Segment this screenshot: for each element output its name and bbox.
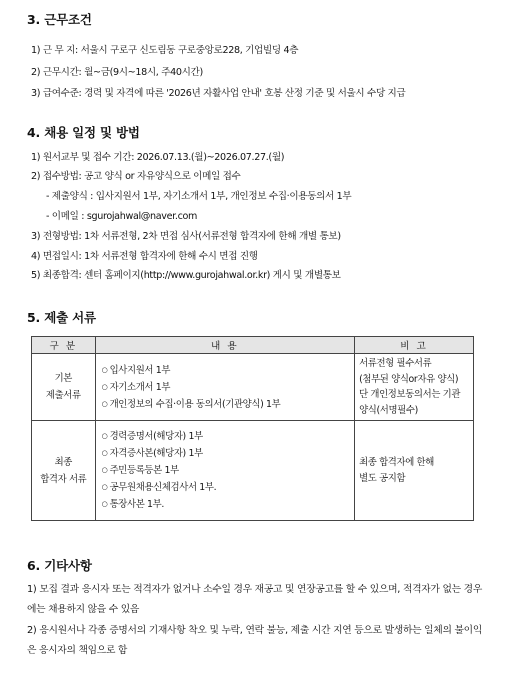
table-header-row (32, 337, 474, 354)
header-category: 구 분 (32, 337, 96, 354)
bullet-icon: ○ (101, 365, 108, 374)
remarks-cell: 서류전형 필수서류 (첨부된 양식or자유 양식) 단 개인정보동의서는 기관 양식(서명필수) (355, 354, 474, 421)
section-3-title: 3. 근무조건 (27, 12, 92, 27)
content-cell (95, 421, 354, 521)
list-item: ○ 통장사본 1부. (102, 496, 348, 513)
bullet-icon: ○ (101, 432, 108, 440)
list-item: ○ 자기소개서 1부 (102, 379, 348, 396)
bullet-icon: ○ (101, 449, 108, 457)
bullet-icon: ○ (101, 466, 108, 474)
bullet-icon: ○ (101, 500, 108, 508)
list-item: ○ 공무원채용신체검사서 1부. (102, 479, 348, 496)
note-paragraph-1: 1) 모집 결과 응시자 또는 적격자가 없거나 소수일 경우 재공고 및 연장공고를 할 수 있으며, 적격자가 없는 경우에는 채용하지 않을 수 있음 (27, 584, 482, 615)
table-row (32, 354, 474, 421)
bullet-icon: ○ (101, 399, 108, 408)
bullet-icon: ○ (101, 483, 108, 491)
interview-schedule: 4) 면접일시: 1차 서류전형 합격자에 한해 수시 면접 진행 (31, 251, 258, 262)
application-period: 1) 원서교부 및 접수 기간: 2026.07.13.(월)~2026.07.27.(월) (31, 152, 285, 163)
list-item: ○ 경력증명서(해당자) 1부 (102, 428, 348, 445)
header-remarks: 비 고 (355, 337, 474, 354)
submission-forms: - 제출양식 : 입사지원서 1부, 자기소개서 1부, 개인정보 수집·이용동의서 1부 (46, 191, 352, 202)
section-6-title: 6. 기타사항 (27, 558, 92, 573)
section-5-title: 5. 제출 서류 (27, 310, 96, 325)
list-item: ○ 입사지원서 1부 (102, 362, 348, 379)
remarks-cell: 최종 합격자에 한해 별도 공지함 (355, 421, 474, 521)
list-item: ○ 개인정보의 수집·이용 동의서(기관양식) 1부 (102, 396, 348, 413)
work-location: 1) 근 무 지: 서울시 구로구 신도림동 구로중앙로228, 기업빌딩 4층 (31, 45, 299, 56)
salary-level: 3) 급여수준: 경력 및 자격에 따른 '2026년 자활사업 안내' 호봉 산정 기준 및 서울시 수당 지급 (31, 88, 406, 99)
category-cell: 기본 제출서류 (32, 354, 96, 421)
section-4-title: 4. 채용 일정 및 방법 (27, 125, 140, 140)
content-cell (95, 354, 354, 421)
bullet-icon: ○ (101, 382, 108, 391)
list-item: ○ 주민등록등본 1부 (102, 462, 348, 479)
note-paragraph-2: 2) 응시원서나 각종 증명서의 기재사항 착오 및 누락, 연락 불능, 제출 시간 지연 등으로 발생하는 일체의 불이익은 응시자의 책임으로 함 (27, 625, 482, 656)
table-row (32, 421, 474, 521)
submission-documents-table (31, 336, 474, 521)
work-hours: 2) 근무시간: 월~금(9시~18시, 주40시간) (31, 67, 203, 78)
list-item: ○ 자격증사본(해당자) 1부 (102, 445, 348, 462)
email-address: - 이메일 : sgurojahwal@naver.com (46, 211, 198, 222)
final-acceptance: 5) 최종합격: 센터 홈페이지(http://www.gurojahwal.or.kr) 게시 및 개별통보 (31, 270, 341, 281)
application-method: 2) 접수방법: 공고 양식 or 자유양식으로 이메일 접수 (31, 171, 241, 182)
screening-method: 3) 전형방법: 1차 서류전형, 2차 면접 심사(서류전형 합격자에 한해 개별 통보) (31, 231, 341, 242)
header-content: 내 용 (95, 337, 354, 354)
category-cell: 최종 합격자 서류 (32, 421, 96, 521)
